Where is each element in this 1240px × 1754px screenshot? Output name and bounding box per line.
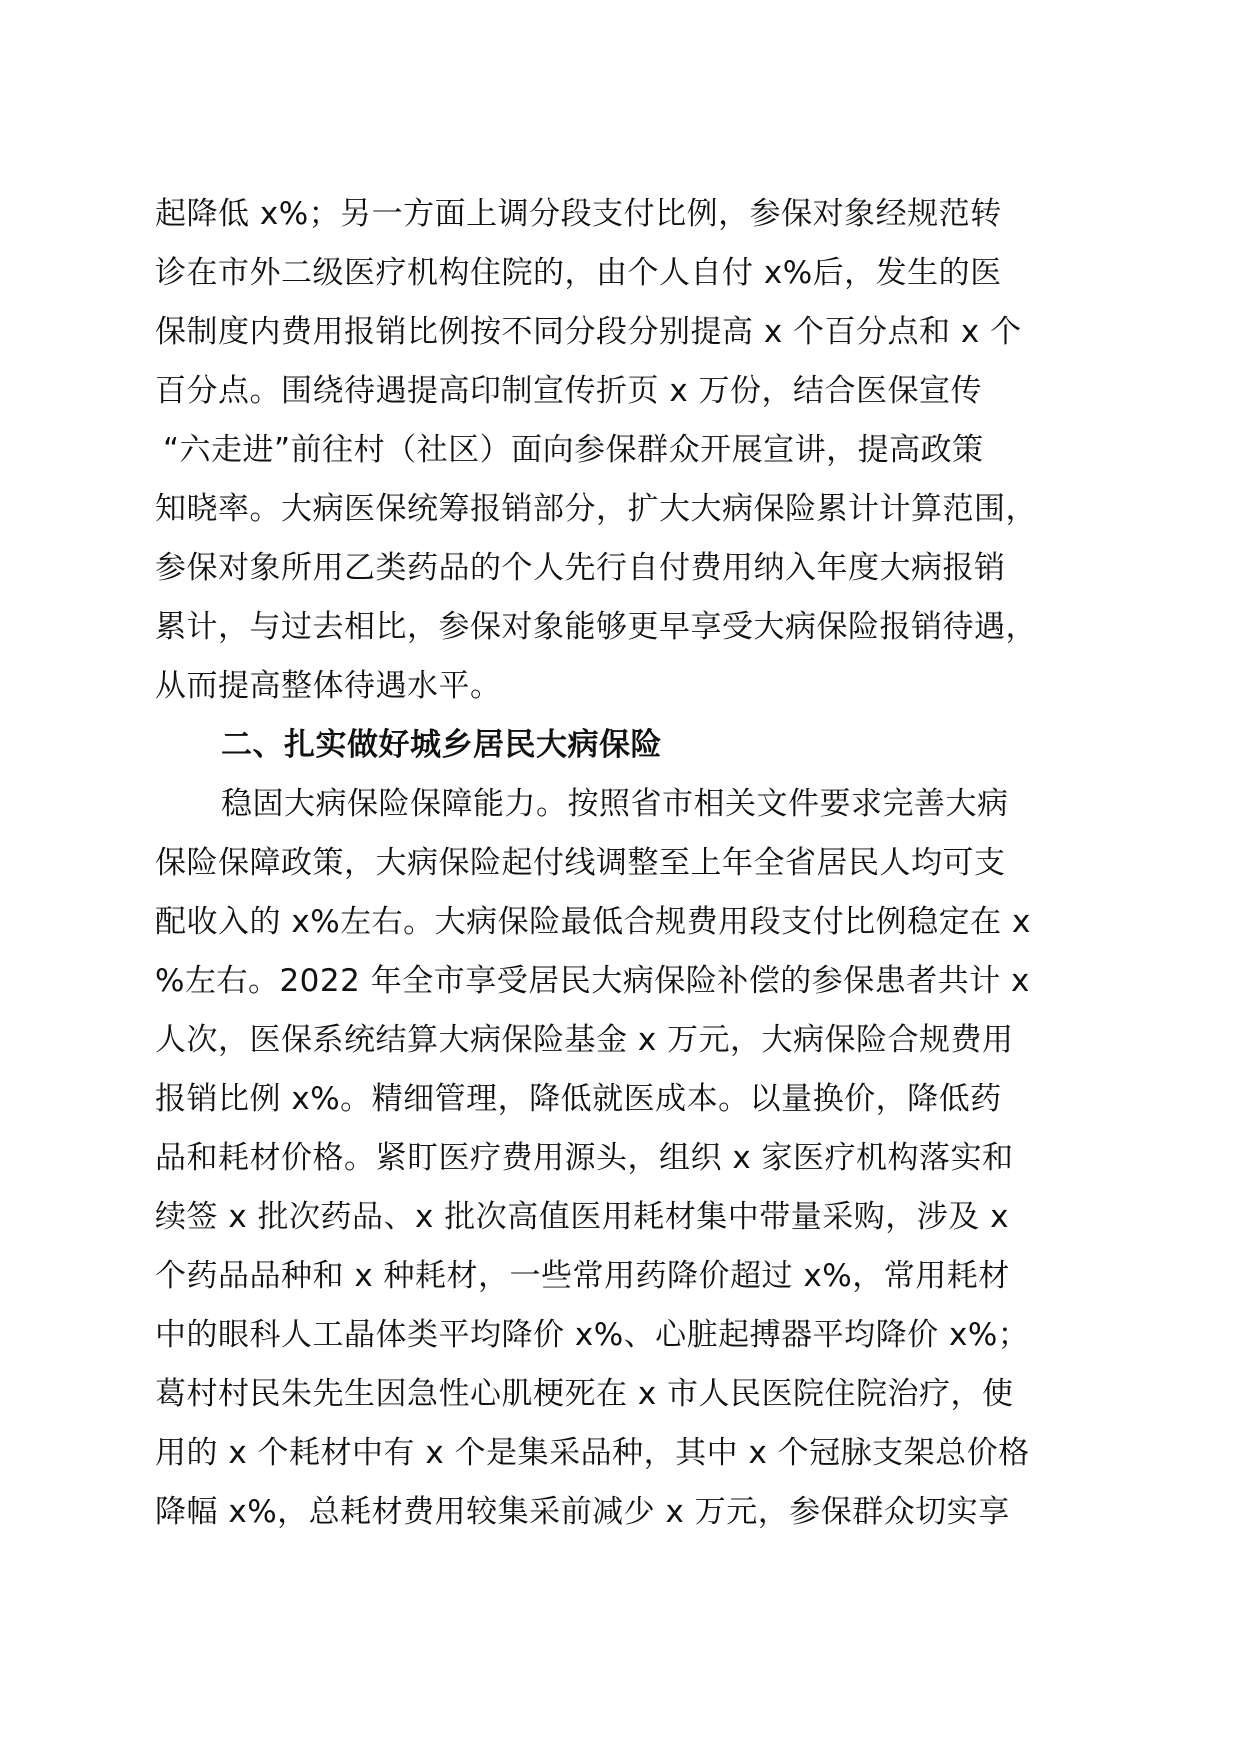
- text-line: 从而提高整体待遇水平。: [155, 668, 502, 704]
- text-line: 知晓率。大病医保统筹报销部分，扩大大病保险累计计算范围，: [155, 491, 1037, 527]
- text-line: 用的 x 个耗材中有 x 个是集采品种，其中 x 个冠脉支架总价格: [155, 1435, 1030, 1471]
- section-heading: 二、扎实做好城乡居民大病保险: [221, 727, 662, 763]
- text-line: 保制度内费用报销比例按不同分段分别提高 x 个百分点和 x 个: [155, 314, 1022, 350]
- text-line: 葛村村民朱先生因急性心肌梗死在 x 市人民医院住院治疗，使: [155, 1376, 1014, 1412]
- paragraph-first-line: 稳固大病保险保障能力。按照省市相关文件要求完善大病: [221, 786, 1009, 822]
- text-line: 起降低 x%；另一方面上调分段支付比例，参保对象经规范转: [155, 196, 1002, 232]
- text-line: “六走进”前往村（社区）面向参保群众开展宣讲，提高政策: [163, 432, 984, 468]
- text-line: 个药品品种和 x 种耗材，一些常用药降价超过 x%，常用耗材: [155, 1258, 1010, 1294]
- text-line: 保险保障政策，大病保险起付线调整至上年全省居民人均可支: [155, 845, 1006, 881]
- text-line: 续签 x 批次药品、x 批次高值医用耗材集中带量采购，涉及 x: [155, 1199, 1009, 1235]
- text-line: 累计，与过去相比，参保对象能够更早享受大病保险报销待遇，: [155, 609, 1037, 645]
- document-body: [155, 185, 1090, 1542]
- text-line: 参保对象所用乙类药品的个人先行自付费用纳入年度大病报销: [155, 550, 1006, 586]
- text-line: 人次，医保系统结算大病保险基金 x 万元，大病保险合规费用: [155, 1022, 1014, 1058]
- text-line: 降幅 x%，总耗材费用较集采前减少 x 万元，参保群众切实享: [155, 1494, 1010, 1530]
- text-line: 品和耗材价格。紧盯医疗费用源头，组织 x 家医疗机构落实和: [155, 1140, 1014, 1176]
- text-line: 百分点。围绕待遇提高印制宣传折页 x 万份，结合医保宣传: [155, 373, 983, 409]
- text-line: 中的眼科人工晶体类平均降价 x%、心脏起搏器平均降价 x%；: [155, 1317, 1030, 1353]
- text-line: 报销比例 x%。精细管理，降低就医成本。以量换价，降低药: [155, 1081, 1002, 1117]
- text-line: 诊在市外二级医疗机构住院的，由个人自付 x%后，发生的医: [155, 255, 1002, 291]
- text-line: 配收入的 x%左右。大病保险最低合规费用段支付比例稳定在 x: [155, 904, 1031, 940]
- text-line: %左右。2022 年全市享受居民大病保险补偿的参保患者共计 x: [155, 963, 1030, 999]
